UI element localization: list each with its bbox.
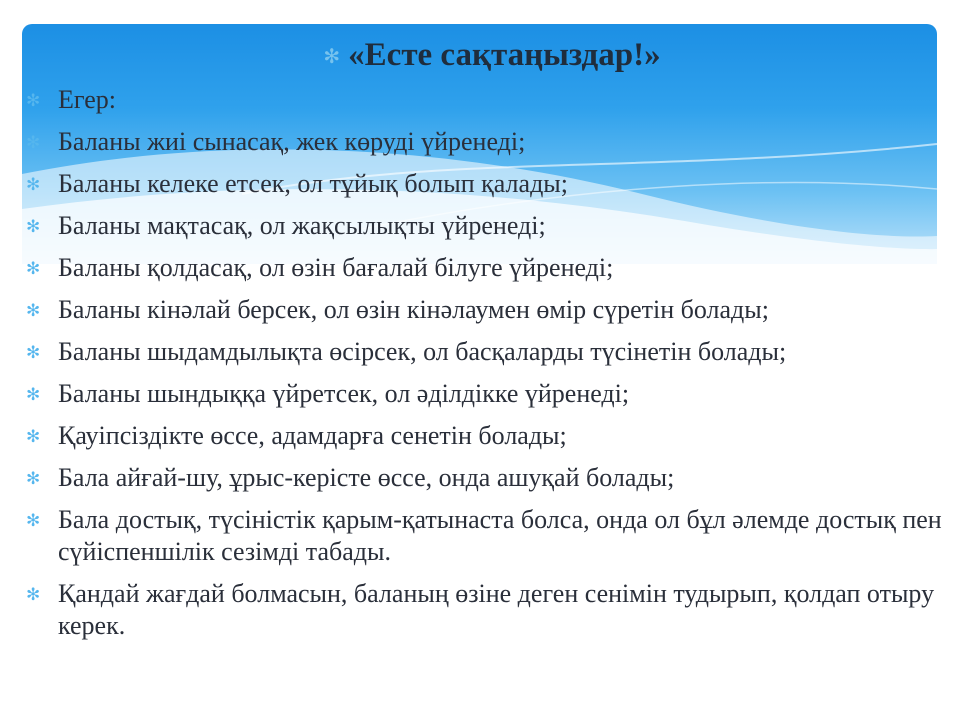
slide-title — [32, 26, 952, 84]
list-item: ✻ Қауіпсіздікте өссе, адамдарға сенетін болады; — [22, 420, 952, 452]
list-item: ✻ Баланы келеке етсек, ол тұйық болып қалады; — [22, 168, 952, 200]
list-item: ✻ Баланы шыдамдылықта өсірсек, ол басқаларды түсінетін болады; — [22, 336, 952, 368]
bullet-icon: ✻ — [26, 385, 41, 404]
bullet-icon: ✻ — [323, 46, 341, 69]
bullet-icon: ✻ — [26, 343, 41, 362]
bullet-icon: ✻ — [26, 217, 41, 236]
bullet-icon: ✻ — [26, 259, 41, 278]
bullet-icon: ✻ — [26, 469, 41, 488]
bullet-icon: ✻ — [26, 91, 41, 110]
list-item: ✻ Егер: — [22, 84, 952, 116]
bullet-icon: ✻ — [26, 133, 41, 152]
slide-content — [22, 26, 952, 652]
bullet-icon: ✻ — [26, 301, 41, 320]
list-item: ✻ Қандай жағдай болмасын, баланың өзіне деген сенімін тудырып, қолдап отыру керек. — [26, 579, 935, 640]
bullet-icon: ✻ — [26, 175, 41, 194]
list-item: ✻ Баланы қолдасақ, ол өзін бағалай білуге үйренеді; — [22, 252, 952, 284]
list-item: ✻ Бала достық, түсіністік қарым-қатынаста болса, онда ол бұл әлемде достық пен сүйіспеншілік сезімді табады. — [26, 505, 942, 566]
bullet-icon: ✻ — [26, 585, 41, 604]
list-item: ✻ Баланы шындыққа үйретсек, ол әділдікке үйренеді; — [22, 378, 952, 410]
list-item: ✻ Баланы жиі сынасақ, жек көруді үйренеді; — [22, 126, 952, 158]
bullet-icon: ✻ — [26, 511, 41, 530]
bullet-list — [22, 84, 952, 642]
list-item: ✻ Баланы мақтасақ, ол жақсылықты үйренеді; — [22, 210, 952, 242]
list-item: ✻ Баланы кінәлай берсек, ол өзін кінәлаумен өмір сүретін болады; — [22, 294, 952, 326]
slide-title-text: «Есте сақтаңыздар!» — [348, 37, 661, 73]
list-item: ✻ Бала айғай-шу, ұрыс-керісте өссе, онда ашуқай болады; — [22, 462, 952, 494]
bullet-icon: ✻ — [26, 427, 41, 446]
